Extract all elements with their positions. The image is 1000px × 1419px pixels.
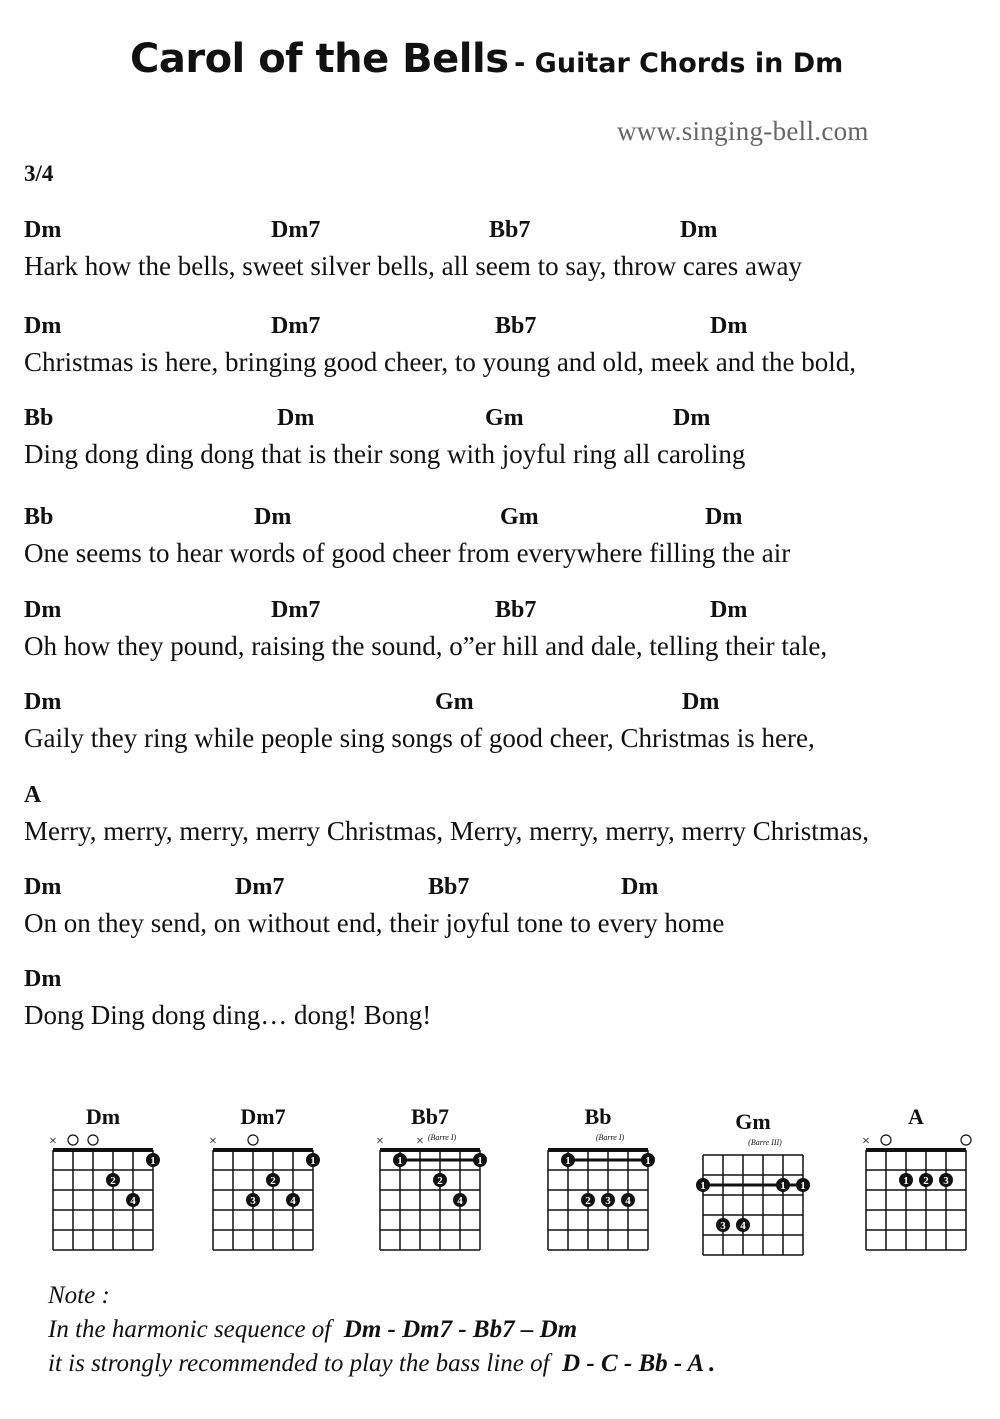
chord-label: Dm7: [271, 313, 321, 339]
svg-text:2: 2: [110, 1175, 116, 1187]
chord-label: Bb7: [428, 874, 470, 900]
finger-dot: [899, 1173, 913, 1187]
finger-dot: [286, 1193, 300, 1207]
chord-label: A: [24, 782, 42, 808]
svg-text:1: 1: [477, 1155, 483, 1167]
open-string-marker: [88, 1135, 98, 1145]
open-string-marker: [68, 1135, 78, 1145]
chord-label: Dm: [24, 689, 62, 715]
chord-label: Dm: [24, 217, 62, 243]
lyric-line: Gaily they ring while people sing songs of good cheer, Christmas is here,: [24, 723, 815, 753]
finger-dot: [621, 1193, 635, 1207]
svg-text:1: 1: [645, 1155, 651, 1167]
note-line-2: [48, 1350, 715, 1378]
svg-text:1: 1: [780, 1180, 786, 1192]
svg-text:4: 4: [290, 1195, 296, 1207]
muted-string-marker: ×: [862, 1134, 870, 1149]
chord-label: Dm: [254, 504, 292, 530]
svg-text:4: 4: [740, 1220, 746, 1232]
chord-label: Dm7: [271, 597, 321, 623]
muted-string-marker: ×: [376, 1134, 384, 1149]
website-link[interactable]: www.singing-bell.com: [617, 116, 869, 146]
time-signature: 3/4: [24, 161, 54, 186]
svg-text:1: 1: [150, 1155, 156, 1167]
finger-dot: [393, 1153, 407, 1167]
chord-label: Bb7: [495, 313, 537, 339]
note-line-2-bass: D - C - Bb - A .: [562, 1350, 716, 1377]
finger-dot: [126, 1193, 140, 1207]
lyric-line: Christmas is here, bringing good cheer, to young and old, meek and the bold,: [24, 347, 857, 377]
open-string-marker: [961, 1135, 971, 1145]
finger-dot: [266, 1173, 280, 1187]
barre-label: (Barre I): [595, 1133, 625, 1142]
finger-dot: [433, 1173, 447, 1187]
svg-text:2: 2: [923, 1175, 929, 1187]
lyric-line: Dong Ding dong ding… dong! Bong!: [24, 1000, 432, 1030]
chord-label: Dm: [705, 504, 743, 530]
finger-dot: [939, 1173, 953, 1187]
page-title: [130, 36, 843, 82]
finger-dot: [473, 1153, 487, 1167]
finger-dot: [106, 1173, 120, 1187]
finger-dot: [581, 1193, 595, 1207]
diagram-chord-name: Gm: [735, 1109, 771, 1134]
chord-label: Dm: [682, 689, 720, 715]
chord-label: Gm: [500, 504, 539, 530]
finger-dot: [919, 1173, 933, 1187]
note-line-2-text: it is strongly recommended to play the bass line of: [48, 1350, 550, 1377]
diagram-chord-name: A: [908, 1104, 924, 1129]
svg-text:1: 1: [903, 1175, 909, 1187]
chord-label: Bb: [24, 504, 54, 530]
chord-diagram-dm: [45, 1100, 175, 1265]
svg-text:4: 4: [457, 1195, 463, 1207]
chord-label: Dm: [24, 874, 62, 900]
chord-diagram-bb7: [372, 1100, 502, 1265]
finger-dot: [796, 1178, 810, 1192]
song-title: Carol of the Bells: [130, 36, 509, 82]
svg-text:3: 3: [605, 1195, 611, 1207]
svg-text:4: 4: [130, 1195, 136, 1207]
chord-label: Bb: [24, 405, 54, 431]
chord-diagram-gm: [695, 1100, 825, 1265]
diagram-chord-name: Dm7: [240, 1104, 286, 1129]
finger-dot: [736, 1218, 750, 1232]
chord-diagram-dm7: [205, 1100, 335, 1265]
chord-label: Dm: [621, 874, 659, 900]
song-subtitle: - Guitar Chords in Dm: [514, 48, 844, 79]
chord-label: Dm: [277, 405, 315, 431]
open-string-marker: [248, 1135, 258, 1145]
finger-dot: [716, 1218, 730, 1232]
chord-label: Dm7: [271, 217, 321, 243]
finger-dot: [306, 1153, 320, 1167]
chord-label: Gm: [435, 689, 474, 715]
svg-text:2: 2: [437, 1175, 443, 1187]
lyric-line: Ding dong ding dong that is their song with joyful ring all caroling: [24, 439, 746, 469]
svg-text:4: 4: [625, 1195, 631, 1207]
finger-dot: [146, 1153, 160, 1167]
svg-text:1: 1: [310, 1155, 316, 1167]
svg-text:3: 3: [943, 1175, 949, 1187]
diagram-chord-name: Bb7: [411, 1104, 449, 1129]
svg-text:2: 2: [270, 1175, 276, 1187]
lyric-line: Oh how they pound, raising the sound, o”er hill and dale, telling their tale,: [24, 631, 828, 661]
chord-label: Dm: [24, 966, 62, 992]
lyric-line: Merry, merry, merry, merry Christmas, Merry, merry, merry, merry Christmas,: [24, 816, 869, 846]
svg-text:1: 1: [397, 1155, 403, 1167]
svg-text:1: 1: [700, 1180, 706, 1192]
barre-label: (Barre I): [427, 1133, 457, 1142]
svg-text:2: 2: [585, 1195, 591, 1207]
finger-dot: [776, 1178, 790, 1192]
muted-string-marker: ×: [49, 1134, 57, 1149]
chord-diagram-a: [858, 1100, 988, 1265]
muted-string-marker: ×: [209, 1134, 217, 1149]
svg-text:3: 3: [250, 1195, 256, 1207]
lyric-line: On on they send, on without end, their joyful tone to every home: [24, 908, 725, 938]
note-line-1: [48, 1316, 577, 1344]
muted-string-marker: ×: [416, 1134, 424, 1149]
finger-dot: [453, 1193, 467, 1207]
chord-label: Dm: [710, 313, 748, 339]
finger-dot: [561, 1153, 575, 1167]
finger-dot: [246, 1193, 260, 1207]
finger-dot: [696, 1178, 710, 1192]
barre-label: (Barre III): [748, 1138, 782, 1147]
finger-dot: [601, 1193, 615, 1207]
svg-text:3: 3: [720, 1220, 726, 1232]
diagram-chord-name: Bb: [584, 1104, 612, 1129]
note-line-1-text: In the harmonic sequence of: [48, 1316, 332, 1343]
chord-label: Gm: [485, 405, 524, 431]
chord-label: Dm: [680, 217, 718, 243]
note-heading: Note :: [48, 1282, 110, 1309]
lyric-line: One seems to hear words of good cheer from everywhere filling the air: [24, 538, 791, 568]
chord-label: Bb7: [495, 597, 537, 623]
open-string-marker: [881, 1135, 891, 1145]
note-line-1-chords: Dm - Dm7 - Bb7 – Dm: [343, 1316, 578, 1343]
finger-dot: [641, 1153, 655, 1167]
chord-diagram-bb: [540, 1100, 670, 1265]
chord-label: Bb7: [489, 217, 531, 243]
chord-label: Dm: [24, 597, 62, 623]
chord-label: Dm: [710, 597, 748, 623]
chord-label: Dm: [673, 405, 711, 431]
svg-text:1: 1: [800, 1180, 806, 1192]
svg-text:1: 1: [565, 1155, 571, 1167]
diagram-chord-name: Dm: [85, 1104, 121, 1129]
chord-label: Dm: [24, 313, 62, 339]
chord-label: Dm7: [235, 874, 285, 900]
lyric-line: Hark how the bells, sweet silver bells, all seem to say, throw cares away: [24, 251, 803, 281]
